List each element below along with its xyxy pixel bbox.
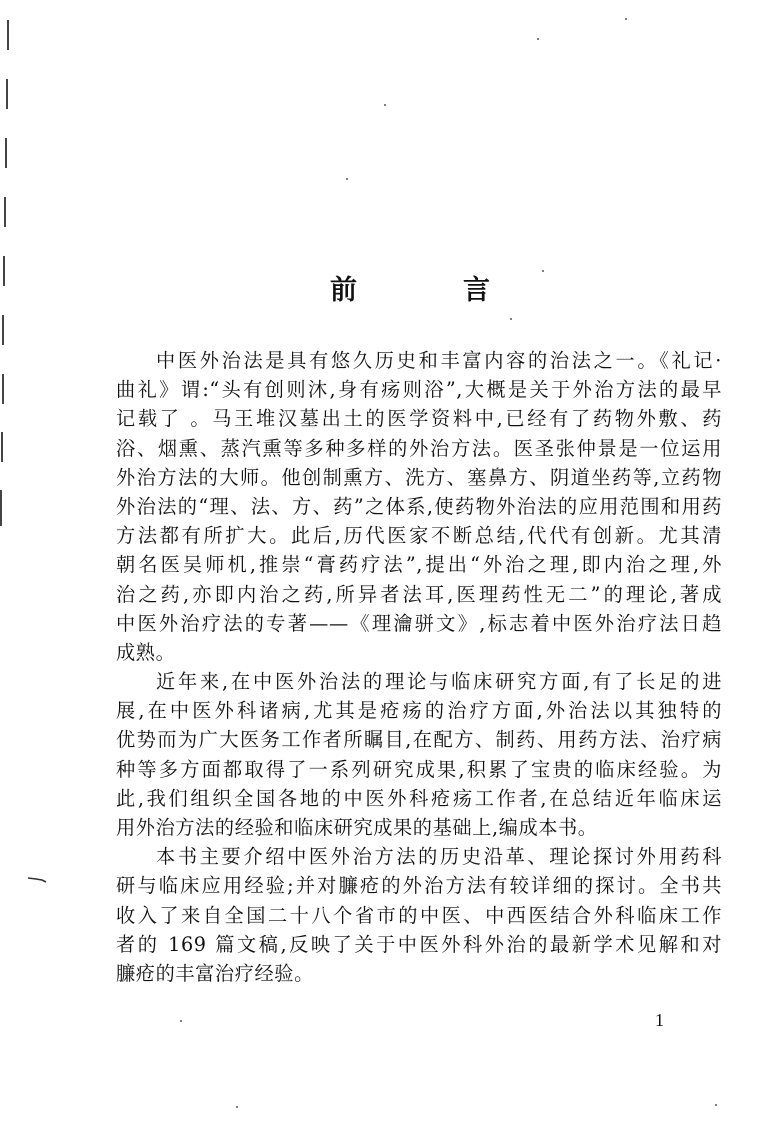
text-line: 记载了 。马王堆汉墓出土的医学资料中,已经有了药物外敷、药 — [116, 407, 722, 431]
text-line: 曲礼》谓:“头有创则沐,身有疡则浴”,大概是关于外治方法的最早 — [116, 378, 722, 402]
scan-speck — [180, 1020, 182, 1022]
text-line: 研与临床应用经验;并对臁疮的外治方法有较详细的探讨。全书共 — [116, 874, 722, 898]
title-char: 前 — [330, 275, 357, 306]
scan-speck — [236, 1106, 238, 1108]
scan-speck — [542, 270, 544, 272]
scan-margin-mark — [4, 197, 6, 227]
text-line: 方法都有所扩大。此后,历代医家不断总结,代代有创新。尤其清 — [116, 524, 722, 548]
preface-body — [116, 346, 722, 988]
scan-speck — [510, 318, 512, 320]
scan-margin-mark — [6, 79, 8, 109]
scan-smudge — [28, 877, 48, 883]
text-line: 本书主要介绍中医外治方法的历史沿革、理论探讨外用药科 — [156, 845, 722, 869]
page-number: 1 — [655, 1010, 664, 1030]
scan-margin-mark — [2, 315, 4, 345]
text-line: 成熟。 — [116, 640, 176, 664]
text-line: 优势而为广大医务工作者所瞩目,在配方、制药、用药方法、治疗病 — [116, 728, 722, 752]
page-title — [330, 268, 490, 307]
text-line: 朝名医吴师机,推崇“膏药疗法”,提出“外治之理,即内治之理,外 — [116, 553, 722, 577]
text-line: 中医外治法是具有悠久历史和丰富内容的治法之一。《礼记· — [156, 349, 722, 372]
paragraph-2 — [116, 667, 722, 842]
text-line: 外治法的“理、法、方、药”之体系,使药物外治法的应用范围和用药 — [116, 494, 722, 518]
text-line: 者的 169 篇文稿,反映了关于中医外科外治的最新学术见解和对 — [116, 932, 722, 956]
scan-speck — [537, 38, 539, 40]
scan-margin-mark — [3, 256, 5, 286]
paragraph-1 — [116, 346, 722, 667]
scan-margin-mark — [2, 374, 4, 404]
text-line: 臁疮的丰富治疗经验。 — [116, 961, 314, 985]
scan-margin-mark — [1, 432, 3, 462]
scan-speck — [346, 178, 348, 180]
paragraph-3 — [116, 842, 722, 988]
scan-speck — [625, 18, 627, 20]
title-char: 言 — [463, 275, 490, 306]
scan-speck — [715, 1104, 717, 1106]
text-line: 展,在中医外科诸病,尤其是疮疡的治疗方面,外治法以其独特的 — [116, 699, 722, 723]
text-line: 种等多方面都取得了一系列研究成果,积累了宝贵的临床经验。为 — [116, 757, 722, 781]
text-line: 浴、烟熏、蒸汽熏等多种多样的外治方法。医圣张仲景是一位运用 — [116, 436, 722, 460]
text-line: 外治方法的大师。他创制熏方、洗方、塞鼻方、阴道坐药等,立药物 — [116, 465, 722, 489]
text-line: 此,我们组织全国各地的中医外科疮疡工作者,在总结近年临床运 — [116, 786, 722, 810]
text-line: 收入了来自全国二十八个省市的中医、中西医结合外科临床工作 — [116, 903, 722, 927]
scan-margin-mark — [5, 138, 7, 168]
text-line: 用外治方法的经验和临床研究成果的基础上,编成本书。 — [116, 816, 598, 839]
text-line: 治之药,亦即内治之药,所异者法耳,医理药性无二”的理论,著成 — [116, 582, 722, 606]
scan-speck — [384, 104, 386, 106]
scan-margin-mark — [7, 20, 9, 50]
text-line: 近年来,在中医外治法的理论与临床研究方面,有了长足的进 — [156, 670, 722, 694]
text-line: 中医外治疗法的专著——《理瀹骈文》,标志着中医外治疗法日趋 — [116, 611, 722, 635]
scan-margin-mark — [0, 490, 2, 526]
